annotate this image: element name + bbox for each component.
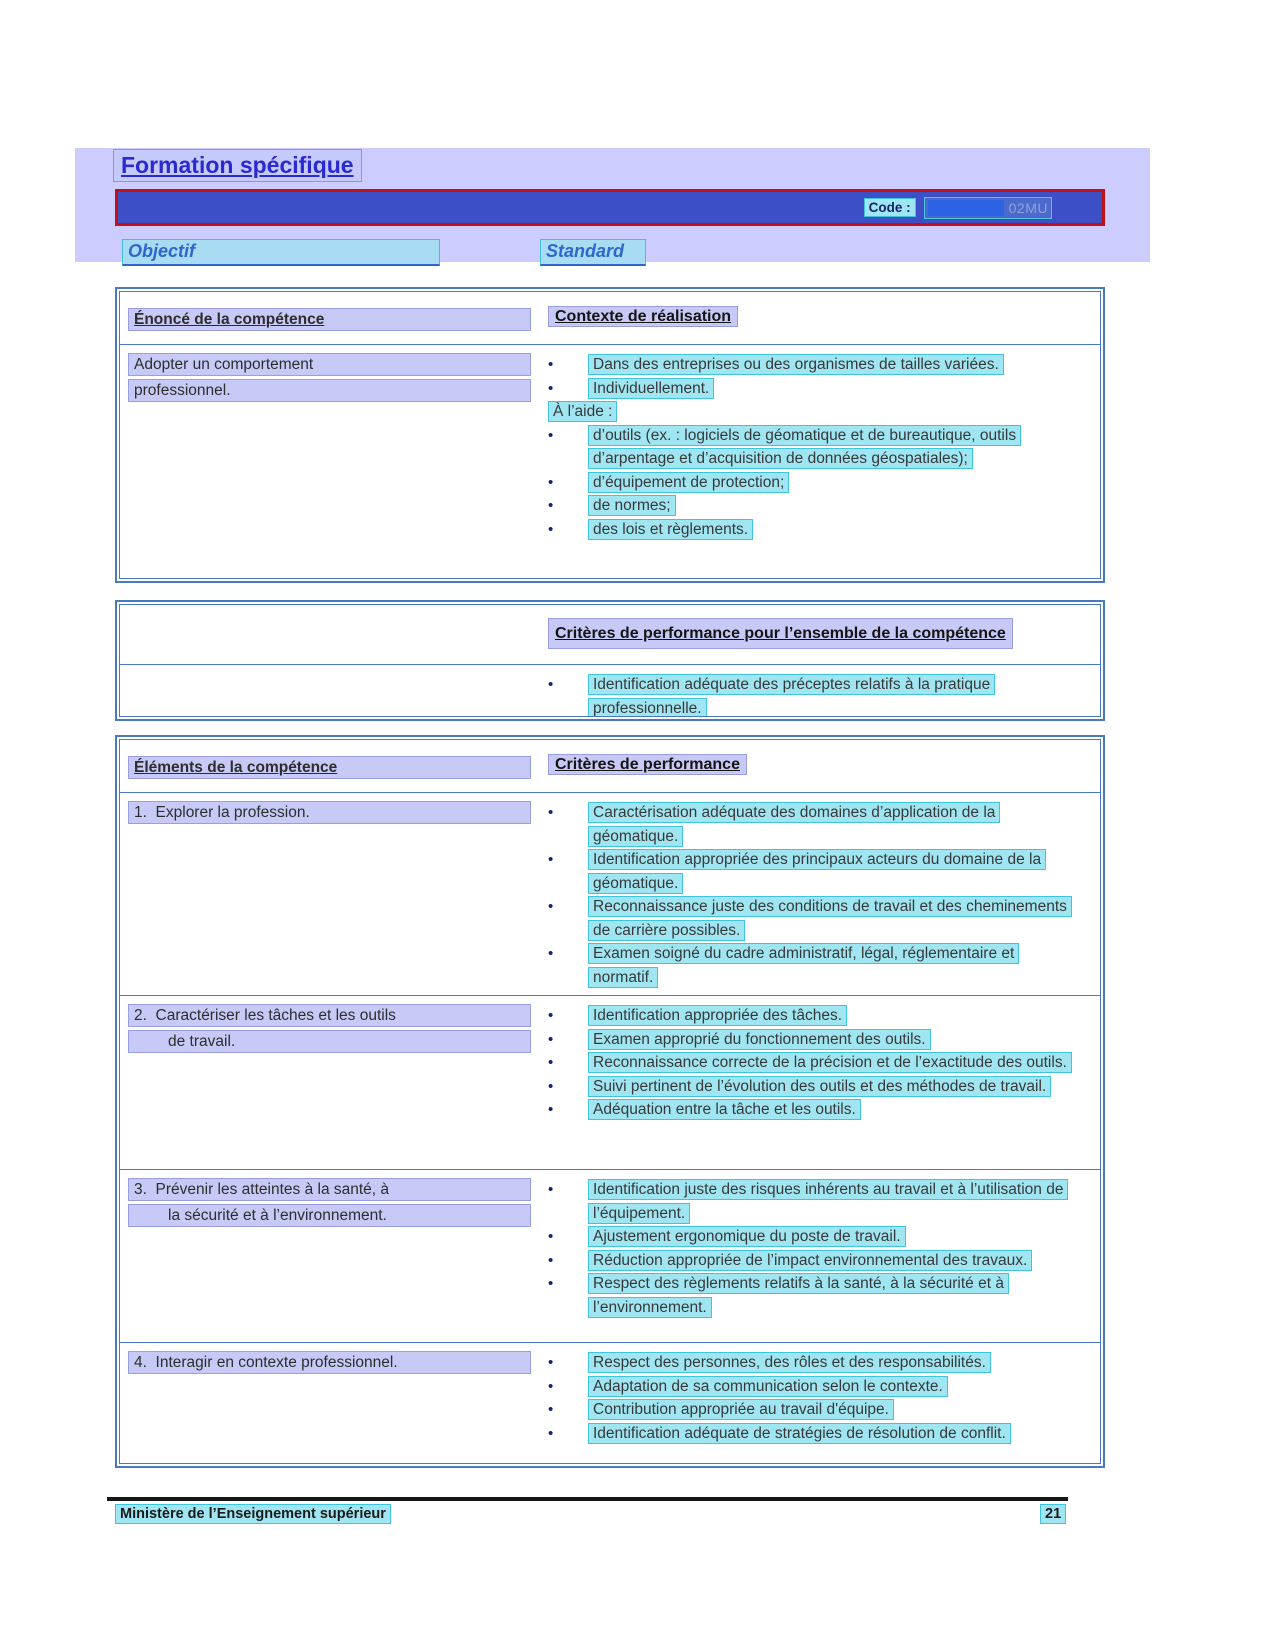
bullet-text: Dans des entreprises ou des organismes de tailles variées. — [588, 354, 1004, 375]
bullet-text: Examen soigné du cadre administratif, légal, réglementaire et normatif. — [588, 943, 1019, 988]
bullet-text: Identification appropriée des principaux acteurs du domaine de la géomatique. — [588, 849, 1046, 894]
bullet-icon: • — [548, 1007, 554, 1024]
cell-text-line: 3. Prévenir les atteintes à la santé, à — [128, 1178, 531, 1201]
bullet-icon: • — [548, 1275, 554, 1292]
bullet-text: Adaptation de sa communication selon le contexte. — [588, 1376, 948, 1397]
bullet-item — [548, 673, 1078, 717]
bullet-item — [548, 1178, 1078, 1225]
bullet-text: Individuellement. — [588, 378, 714, 399]
bullet-item — [548, 424, 1078, 471]
bullet-text: d’outils (ex. : logiciels de géomatique et de bureautique, outils d’arpentage et d’acquisition de données géospatiales); — [588, 425, 1021, 470]
bullet-item — [548, 1398, 1078, 1422]
bullet-item — [548, 1075, 1078, 1099]
criteria-cell — [535, 996, 1100, 1169]
bullet-text: Identification juste des risques inhérents au travail et à l’utilisation de l’équipement. — [588, 1179, 1068, 1224]
context-bullet-list — [548, 353, 1078, 400]
bullet-icon: • — [548, 1251, 554, 1269]
element-cell — [120, 1343, 535, 1463]
bullet-item — [548, 1225, 1078, 1249]
column-header-elements: Éléments de la compétence — [128, 756, 531, 779]
bullet-item — [548, 942, 1078, 989]
aide-line — [548, 400, 1078, 424]
aide-bullet-list — [548, 424, 1078, 542]
performance-table — [115, 600, 1105, 721]
bullet-icon: • — [548, 1401, 554, 1418]
element-cell — [120, 793, 535, 995]
bullet-item — [548, 1351, 1078, 1375]
competence-table — [115, 287, 1105, 583]
standard-heading: Standard — [540, 239, 646, 266]
cell-text-line: 4. Interagir en contexte professionnel. — [128, 1351, 531, 1374]
performance-table-header-row — [120, 605, 1100, 665]
bullet-text: des lois et règlements. — [588, 519, 753, 540]
bullet-icon: • — [548, 898, 554, 915]
criteria-cell — [535, 1343, 1100, 1463]
cell-text-line: 1. Explorer la profession. — [128, 801, 531, 824]
element-cell — [120, 1170, 535, 1342]
bullet-icon: • — [548, 1054, 554, 1071]
bullet-icon: • — [548, 851, 554, 868]
criteria-cell — [535, 793, 1100, 995]
element-row — [120, 793, 1100, 995]
column-header-enonce: Énoncé de la compétence — [128, 308, 531, 331]
performance-cell — [535, 665, 1100, 717]
bullet-icon: • — [548, 426, 554, 444]
aide-label: À l’aide : — [548, 401, 617, 422]
competence-table-body — [120, 345, 1100, 578]
criteria-cell — [535, 1170, 1100, 1342]
code-value: 02MU — [1008, 199, 1048, 216]
elements-table-rows — [120, 793, 1100, 1463]
bullet-text: Reconnaissance correcte de la précision et de l’exactitude des outils. — [588, 1052, 1072, 1073]
bullet-text: Respect des personnes, des rôles et des responsabilités. — [588, 1352, 991, 1373]
header-band — [75, 148, 1150, 262]
bullet-text: Ajustement ergonomique du poste de travail. — [588, 1226, 906, 1247]
performance-table-body — [120, 665, 1100, 717]
header-cell-performance — [535, 610, 1100, 660]
bullet-text: Examen approprié du fonctionnement des outils. — [588, 1029, 931, 1050]
footer-text: Ministère de l’Enseignement supérieur — [115, 1504, 391, 1524]
bullet-item — [548, 1422, 1078, 1446]
bullet-item — [548, 471, 1078, 495]
bullet-text: d’équipement de protection; — [588, 472, 789, 493]
bullet-item — [548, 377, 1078, 401]
code-banner — [115, 189, 1105, 226]
bullet-text: Reconnaissance juste des conditions de travail et des cheminements de carrière possibles. — [588, 896, 1072, 941]
bullet-item — [548, 1051, 1078, 1075]
bullet-icon: • — [548, 1377, 554, 1395]
bullet-item — [548, 494, 1078, 518]
code-field — [924, 197, 1052, 219]
element-row — [120, 1342, 1100, 1463]
bullet-item — [548, 518, 1078, 542]
empty-cell — [120, 665, 535, 717]
competence-table-inner — [119, 291, 1101, 579]
header-cell-contexte — [535, 300, 1100, 340]
bullet-icon: • — [548, 945, 554, 962]
bullet-item — [548, 1098, 1078, 1122]
footer-rule — [107, 1497, 1068, 1501]
bullet-text: Respect des règlements relatifs à la santé, à la sécurité et à l’environnement. — [588, 1273, 1009, 1318]
cell-text-line: de travail. — [128, 1030, 531, 1053]
bullet-icon: • — [548, 676, 554, 693]
bullet-icon: • — [548, 1424, 554, 1442]
criteria-bullet-list — [548, 1004, 1078, 1122]
bullet-item — [548, 1272, 1078, 1319]
bullet-item — [548, 848, 1078, 895]
bullet-text: Identification adéquate de stratégies de résolution de conflit. — [588, 1423, 1011, 1444]
bullet-text: Caractérisation adéquate des domaines d’application de la géomatique. — [588, 802, 1000, 847]
column-header-criteres: Critères de performance — [548, 754, 747, 775]
element-row — [120, 995, 1100, 1169]
bullet-icon: • — [548, 379, 554, 397]
header-cell-elements — [120, 748, 535, 788]
elements-table — [115, 735, 1105, 1468]
section-title: Formation spécifique — [113, 149, 362, 182]
elements-table-header-row — [120, 740, 1100, 793]
context-cell — [535, 345, 1100, 578]
bullet-text: Contribution appropriée au travail d'équipe. — [588, 1399, 894, 1420]
objectif-heading: Objectif — [122, 239, 440, 266]
cell-text-line: professionnel. — [128, 379, 531, 402]
bullet-icon: • — [548, 497, 554, 514]
element-row — [120, 1169, 1100, 1342]
bullet-icon: • — [548, 356, 554, 373]
bullet-icon: • — [548, 1354, 554, 1371]
bullet-icon: • — [548, 1077, 554, 1095]
element-cell — [120, 996, 535, 1169]
criteria-bullet-list — [548, 1351, 1078, 1445]
column-header-contexte: Contexte de réalisation — [548, 306, 738, 327]
bullet-icon: • — [548, 1228, 554, 1245]
bullet-icon: • — [548, 520, 554, 538]
bullet-item — [548, 801, 1078, 848]
bullet-icon: • — [548, 1030, 554, 1048]
bullet-text: Suivi pertinent de l’évolution des outils et des méthodes de travail. — [588, 1076, 1051, 1097]
performance-table-inner — [119, 604, 1101, 717]
page-number: 21 — [1040, 1504, 1066, 1524]
bullet-text: Identification adéquate des préceptes relatifs à la pratique professionnelle. — [588, 674, 995, 717]
bullet-text: Identification appropriée des tâches. — [588, 1005, 847, 1026]
bullet-item — [548, 1028, 1078, 1052]
bullet-icon: • — [548, 1181, 554, 1198]
cell-text-line: 2. Caractériser les tâches et les outils — [128, 1004, 531, 1027]
code-label: Code : — [864, 198, 916, 217]
header-cell-criteres — [535, 748, 1100, 788]
cell-text-line: Adopter un comportement — [128, 353, 531, 376]
cell-text-line: la sécurité et à l’environnement. — [128, 1204, 531, 1227]
bullet-icon: • — [548, 1101, 554, 1118]
competence-table-header-row — [120, 292, 1100, 345]
bullet-item — [548, 353, 1078, 377]
column-header-performance-ensemble: Critères de performance pour l’ensemble de la compétence — [548, 618, 1013, 649]
performance-bullet-list — [548, 673, 1078, 717]
criteria-bullet-list — [548, 1178, 1078, 1319]
criteria-bullet-list — [548, 801, 1078, 989]
code-redacted-box — [928, 200, 1004, 216]
bullet-icon: • — [548, 473, 554, 491]
bullet-item — [548, 1375, 1078, 1399]
bullet-text: Adéquation entre la tâche et les outils. — [588, 1099, 861, 1120]
bullet-text: Réduction appropriée de l’impact environnemental des travaux. — [588, 1250, 1032, 1271]
bullet-item — [548, 1249, 1078, 1273]
bullet-icon: • — [548, 804, 554, 821]
header-cell-empty — [120, 610, 535, 660]
bullet-text: de normes; — [588, 495, 676, 516]
competence-statement-cell — [120, 345, 535, 578]
bullet-item — [548, 1004, 1078, 1028]
bullet-item — [548, 895, 1078, 942]
header-cell-enonce — [120, 300, 535, 340]
elements-table-inner — [119, 739, 1101, 1464]
